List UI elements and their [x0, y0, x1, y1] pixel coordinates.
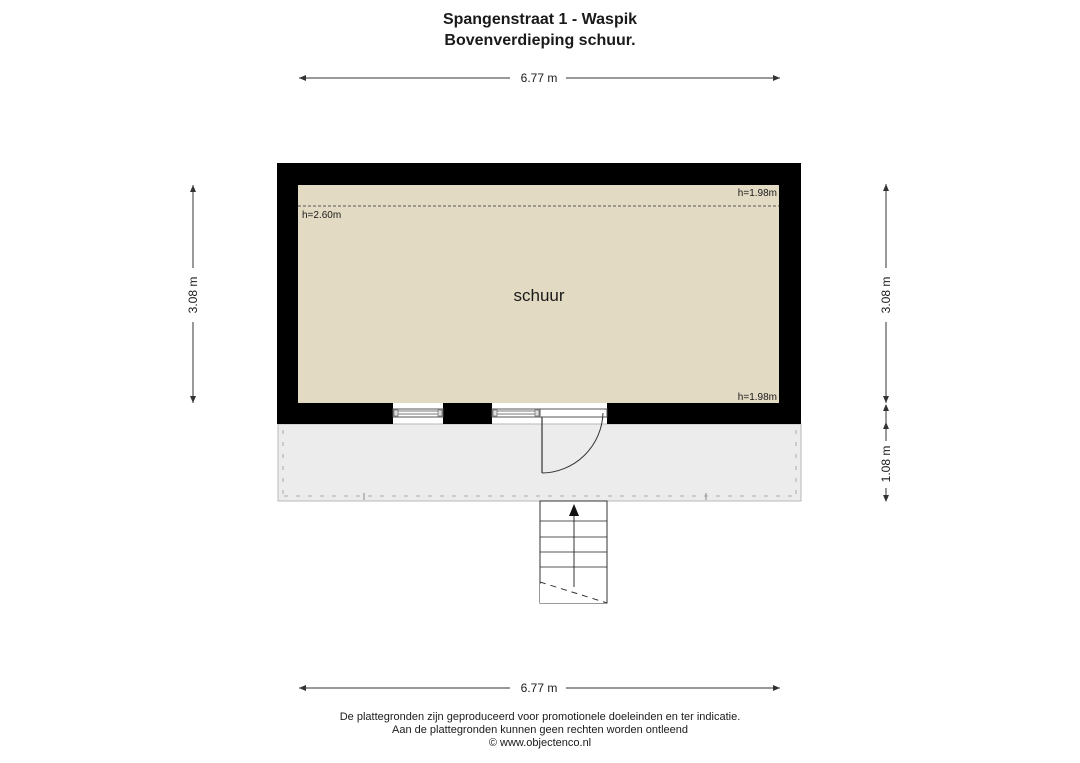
plan-title: Spangenstraat 1 - Waspik — [442, 11, 638, 28]
height-label-top-right: h=1.98m — [737, 188, 777, 199]
stairs — [540, 501, 607, 603]
footer-rights: Aan de plattegronden kunnen geen rechten worden ontleend — [391, 724, 688, 736]
balcony-depth-label: 1.08 m — [879, 445, 893, 483]
arrow-up-icon — [883, 422, 889, 429]
arrow-left-icon — [299, 75, 306, 81]
bottom-dimension — [299, 681, 780, 695]
arrow-right-icon — [773, 75, 780, 81]
window — [492, 409, 540, 417]
arrow-up-icon — [190, 185, 196, 192]
arrow-up-icon — [883, 184, 889, 191]
arrow-left-icon — [299, 685, 306, 691]
balcony — [278, 424, 801, 501]
arrow-down-icon — [190, 396, 196, 403]
arrow-up-icon — [883, 404, 889, 411]
arrow-right-icon — [773, 685, 780, 691]
height-label-bottom-right: h=1.98m — [737, 392, 777, 403]
right-height-label: 3.08 m — [879, 276, 893, 314]
arrow-down-icon — [883, 495, 889, 502]
top-dimension — [299, 71, 780, 85]
room-name: schuur — [513, 286, 565, 305]
footer-copyright: © www.objectenco.nl — [488, 737, 592, 749]
bottom-width-label: 6.77 m — [520, 681, 558, 695]
window — [393, 409, 443, 417]
left-height-label: 3.08 m — [186, 276, 200, 314]
arrow-down-icon — [883, 396, 889, 403]
height-label-left: h=2.60m — [302, 210, 342, 221]
top-width-label: 6.77 m — [520, 71, 558, 85]
right-dimension — [879, 184, 893, 502]
left-dimension — [186, 185, 200, 403]
plan-subtitle: Bovenverdieping schuur. — [444, 32, 636, 49]
footer-disclaimer: De plattegronden zijn geproduceerd voor promotionele doeleinden en ter indicatie. — [339, 711, 741, 723]
